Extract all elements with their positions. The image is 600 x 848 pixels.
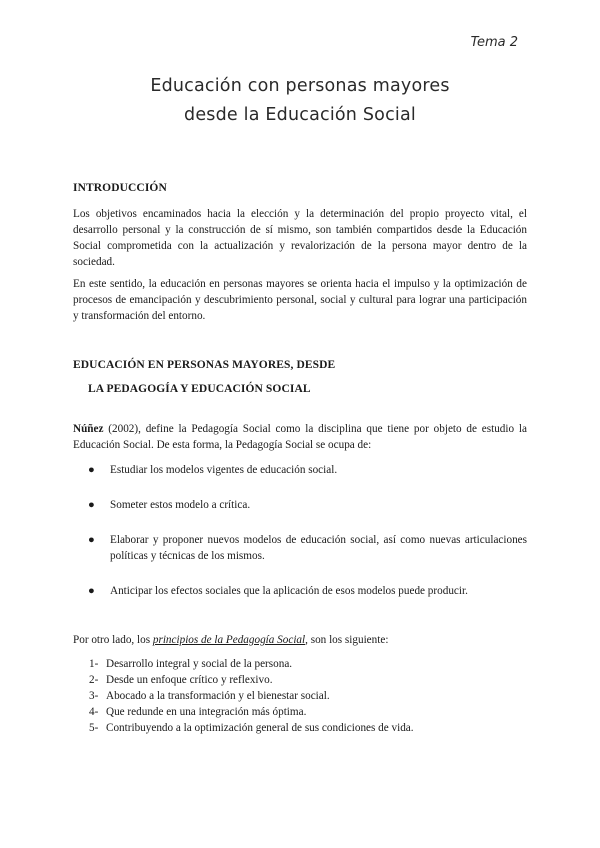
section-heading-line-2-text: LA PEDAGOGÍA Y EDUCACIÓN SOCIAL [87,383,311,395]
title-line-2: desde la Educación Social [184,105,416,125]
document-title [0,72,600,130]
list-item: 5- Contribuyendo a la optimización general de sus condiciones de vida. [89,722,414,734]
list-item: ● Someter estos modelo a crítica. [88,499,251,511]
chapter-label: Tema 2 [470,35,518,50]
list-item: 3- Abocado a la transformación y el bienestar social. [89,690,330,702]
bullet-icon: ● [88,585,95,597]
pedagogy-intro-paragraph [73,421,527,453]
section-heading-line-1: EDUCACIÓN EN PERSONAS MAYORES, DESDE [73,359,336,371]
section-heading-line-2 [73,381,527,397]
pedagogy-intro-text: (2002), define la Pedagogía Social como la disciplina que tiene por objeto de estudio la Educación Social. De esta forma, la Pedagogía Social se ocupa de: [73,423,527,451]
title-line-1: Educación con personas mayores [150,76,450,96]
list-item: 4- Que redunde en una integración más óptima. [89,706,307,718]
principles-link[interactable]: principios de la Pedagogía Social [152,634,306,646]
intro-paragraph-2: En este sentido, la educación en personas mayores se orienta hacia el impulso y la optimización de procesos de emancipación y descubrimiento personal, social y cultural para lograr una participación y transformación del entorno. [73,278,527,322]
bullet-icon: ● [88,499,95,511]
list-item: ● Estudiar los modelos vigentes de educación social. [88,464,338,476]
bullet-icon: ● [88,534,95,546]
intro-paragraph-1: Los objetivos encaminados hacia la elección y la determinación del propio proyecto vital, el desarrollo personal y la construcción de sí mismo, son también compartidos desde la Educación Social comprometida con la actualización y revalorización de la persona mayor dentro de la sociedad. [73,208,527,268]
document-body [73,180,527,736]
intro-heading: INTRODUCCIÓN [73,182,167,194]
author-name: Núñez [73,423,104,435]
principles-list [73,656,527,736]
pedagogy-tasks-list [73,462,527,599]
list-item: ● Anticipar los efectos sociales que la aplicación de esos modelos puede producir. [88,585,468,597]
list-item: ● Elaborar y proponer nuevos modelos de educación social, así como nuevas articulaciones políticas y técnicas de los mismos. [88,534,527,562]
bullet-icon: ● [88,464,95,476]
principles-intro: Por otro lado, los principios de la Pedagogía Social, son los siguiente: [73,634,389,646]
list-item: 1- Desarrollo integral y social de la persona. [89,658,293,670]
list-item: 2- Desde un enfoque crítico y reflexivo. [89,674,273,686]
